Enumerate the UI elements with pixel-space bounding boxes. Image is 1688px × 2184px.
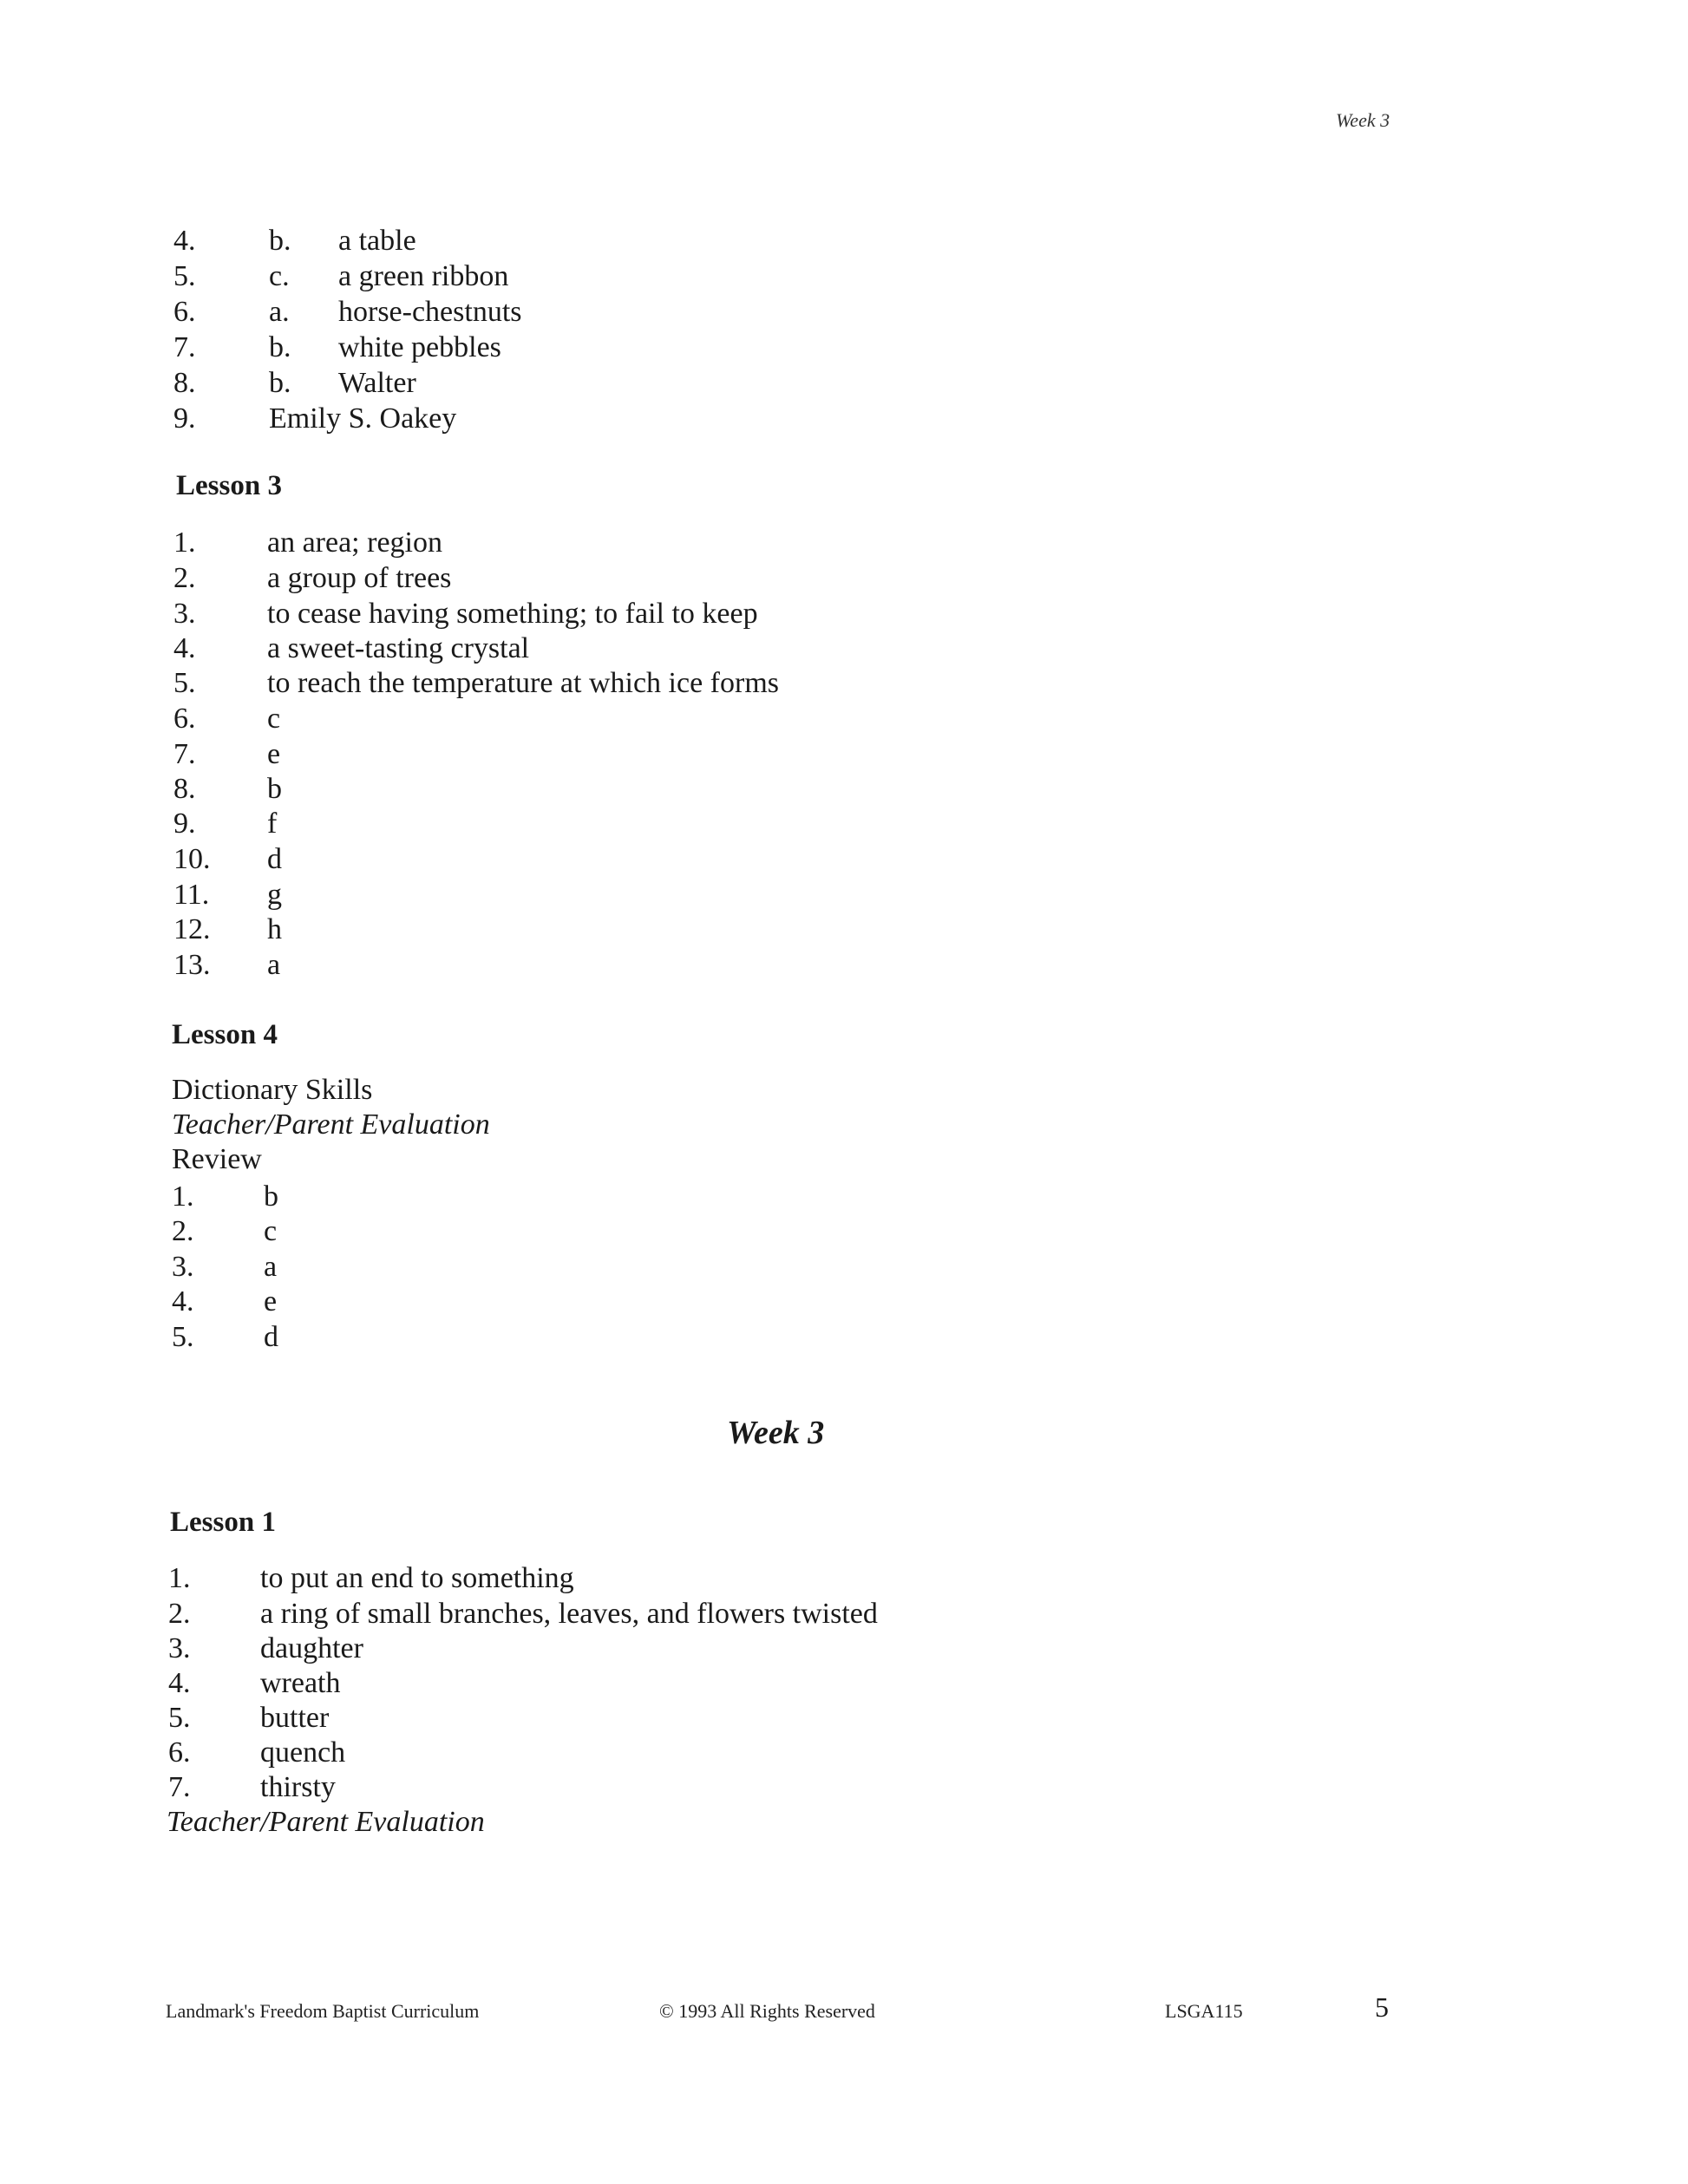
item-number: 4. xyxy=(172,1285,194,1318)
page-number: 5 xyxy=(1375,1991,1389,2023)
footer-code: LSGA115 xyxy=(1165,2000,1243,2022)
item-answer: d xyxy=(264,1321,278,1353)
item-answer: h xyxy=(267,913,282,945)
item-number: 9. xyxy=(173,402,196,435)
item-answer: c xyxy=(267,703,281,735)
item-answer: e xyxy=(264,1285,278,1318)
evaluation-note: Teacher/Parent Evaluation xyxy=(172,1108,490,1141)
item-number: 3. xyxy=(173,598,196,630)
item-answer: b xyxy=(267,773,282,805)
week-3-title: Week 3 xyxy=(727,1415,825,1451)
item-answer: c xyxy=(264,1215,278,1247)
item-number: 5. xyxy=(173,667,196,699)
item-number: 4. xyxy=(173,225,196,257)
item-number: 13. xyxy=(173,949,211,981)
lesson-3-heading: Lesson 3 xyxy=(176,470,282,501)
item-choice: c. xyxy=(269,260,290,292)
item-number: 6. xyxy=(173,703,196,735)
item-choice: b. xyxy=(269,367,291,399)
item-answer: Walter xyxy=(338,367,416,399)
item-choice: b. xyxy=(269,331,291,363)
item-number: 7. xyxy=(168,1771,191,1803)
footer-publisher: Landmark's Freedom Baptist Curriculum xyxy=(166,2000,480,2022)
item-answer: horse-chestnuts xyxy=(338,296,522,328)
item-answer: to reach the temperature at which ice forms xyxy=(267,667,780,699)
item-choice: a. xyxy=(269,296,290,328)
item-answer: butter xyxy=(260,1702,330,1734)
item-number: 5. xyxy=(168,1702,191,1734)
item-answer: a sweet-tasting crystal xyxy=(267,632,530,664)
item-answer: to put an end to something xyxy=(260,1562,574,1594)
item-number: 8. xyxy=(173,367,196,399)
evaluation-note: Teacher/Parent Evaluation xyxy=(167,1806,485,1838)
dictionary-skills-label: Dictionary Skills xyxy=(172,1074,373,1106)
item-number: 5. xyxy=(172,1321,194,1353)
item-number: 7. xyxy=(173,331,196,363)
item-answer: g xyxy=(267,879,282,911)
review-label: Review xyxy=(172,1143,262,1175)
item-number: 3. xyxy=(172,1251,194,1283)
item-number: 1. xyxy=(173,526,196,559)
item-answer: a green ribbon xyxy=(338,260,509,292)
item-answer: e xyxy=(267,738,281,770)
item-answer: wreath xyxy=(260,1667,341,1699)
item-answer: thirsty xyxy=(260,1771,336,1803)
item-number: 10. xyxy=(173,843,211,875)
item-answer: daughter xyxy=(260,1632,363,1664)
item-number: 6. xyxy=(173,296,196,328)
item-answer: to cease having something; to fail to keep xyxy=(267,598,758,630)
item-answer: a xyxy=(267,949,281,981)
item-answer: d xyxy=(267,843,282,875)
footer-copyright: © 1993 All Rights Reserved xyxy=(659,2000,875,2022)
item-number: 4. xyxy=(168,1667,191,1699)
item-choice: b. xyxy=(269,225,291,257)
item-answer: Emily S. Oakey xyxy=(269,402,457,435)
item-answer: a table xyxy=(338,225,416,257)
item-number: 9. xyxy=(173,808,196,840)
item-answer: white pebbles xyxy=(338,331,501,363)
item-number: 2. xyxy=(168,1598,191,1630)
item-number: 1. xyxy=(172,1180,194,1213)
item-answer: a group of trees xyxy=(267,562,452,594)
item-number: 2. xyxy=(172,1215,194,1247)
item-number: 3. xyxy=(168,1632,191,1664)
item-number: 6. xyxy=(168,1736,191,1769)
item-number: 1. xyxy=(168,1562,191,1594)
week-3-lesson-1-heading: Lesson 1 xyxy=(170,1507,276,1538)
item-number: 12. xyxy=(173,913,211,945)
item-number: 4. xyxy=(173,632,196,664)
running-header: Week 3 xyxy=(1336,109,1390,131)
item-answer: a xyxy=(264,1251,278,1283)
item-number: 7. xyxy=(173,738,196,770)
item-answer: a ring of small branches, leaves, and flowers twisted xyxy=(260,1598,878,1630)
item-number: 5. xyxy=(173,260,196,292)
item-number: 2. xyxy=(173,562,196,594)
item-answer: b xyxy=(264,1180,278,1213)
item-number: 11. xyxy=(173,879,210,911)
item-answer: quench xyxy=(260,1736,346,1769)
item-answer: an area; region xyxy=(267,526,442,559)
lesson-4-heading: Lesson 4 xyxy=(172,1019,278,1050)
item-number: 8. xyxy=(173,773,196,805)
item-answer: f xyxy=(267,808,278,840)
